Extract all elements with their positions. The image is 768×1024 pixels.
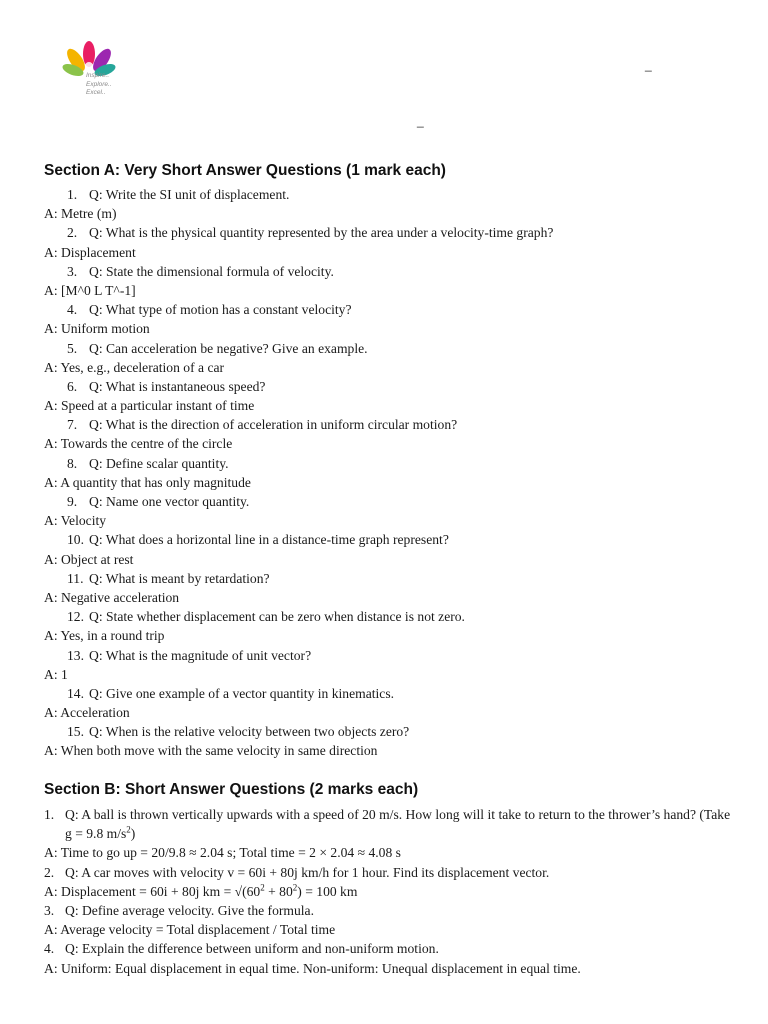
- answer-text: A: Speed at a particular instant of time: [44, 398, 255, 414]
- question-number: 3.: [44, 902, 55, 918]
- question-number: 4.: [67, 302, 78, 318]
- answer-text: [44, 882, 734, 901]
- question-text: Q: What is the direction of acceleration in uniform circular motion?: [89, 417, 458, 433]
- superscript: 2: [292, 882, 298, 893]
- logo-tagline-line: Inspire..: [86, 72, 110, 79]
- question-number: 1.: [67, 187, 78, 202]
- question-number: 9.: [67, 494, 78, 509]
- question-item: [44, 530, 734, 549]
- question-number: 4.: [44, 941, 55, 957]
- question-item: [44, 939, 734, 958]
- question-number: 12.: [67, 609, 84, 625]
- superscript: 2: [260, 882, 265, 893]
- section-a-title: Section A: Very Short Answer Questions (1 mark each): [44, 162, 446, 179]
- question-number: 5.: [67, 340, 78, 356]
- header-mark: _: [645, 58, 652, 72]
- question-item: [44, 492, 734, 511]
- answer-text: A: Yes, e.g., deceleration of a car: [44, 359, 225, 375]
- answer-text: A: Velocity: [44, 513, 107, 529]
- answer-text: A: When both move with the same velocity in same direction: [44, 743, 378, 759]
- question-number: 6.: [67, 378, 78, 394]
- question-number: 2.: [44, 864, 55, 880]
- answer-text: A: Average velocity = Total displacement / Total time: [44, 922, 336, 938]
- question-text: Q: Define average velocity. Give the formula.: [65, 902, 314, 918]
- logo-tagline: [86, 72, 112, 98]
- question-item: [44, 863, 734, 882]
- question-text: Q: Name one vector quantity.: [89, 494, 250, 509]
- question-item: [44, 607, 734, 626]
- question-text: Q: What is instantaneous speed?: [89, 378, 266, 394]
- logo-tagline-line: Excel..: [86, 89, 106, 96]
- answer-text-part: + 80: [264, 883, 293, 899]
- answer-text: A: [M^0 L T^-1]: [44, 282, 136, 298]
- question-item: [44, 569, 734, 588]
- section-a-list: [44, 185, 734, 761]
- answer-text-part: A: Displacement = 60i + 80j km = √(60: [44, 883, 261, 899]
- question-text: [65, 805, 734, 843]
- question-item: [44, 901, 734, 920]
- question-text: Q: Explain the difference between uniform and non-uniform motion.: [65, 941, 439, 957]
- question-item: [44, 646, 734, 665]
- question-text-part: ): [130, 826, 136, 842]
- question-text: Q: What is the magnitude of unit vector?: [89, 647, 312, 663]
- answer-text: A: Negative acceleration: [44, 589, 180, 605]
- logo-tagline-line: Explore..: [86, 80, 112, 88]
- question-text: Q: Give one example of a vector quantity in kinematics.: [89, 685, 395, 701]
- question-item: [44, 805, 734, 843]
- question-item: [44, 722, 734, 741]
- question-text: Q: State whether displacement can be zero when distance is not zero.: [89, 609, 465, 625]
- question-item: [44, 415, 734, 434]
- question-number: 7.: [67, 417, 78, 433]
- question-text-part: Q: A ball is thrown vertically upwards with a speed of 20 m/s. How long will it take to return to the thrower’s hand? (Take g = 9.8 m/s: [65, 807, 731, 842]
- question-text: Q: When is the relative velocity between two objects zero?: [89, 724, 410, 740]
- question-text: Q: Define scalar quantity.: [89, 455, 229, 471]
- question-number: 10.: [67, 532, 84, 548]
- section-b-list: [44, 805, 734, 978]
- question-text: Q: What is meant by retardation?: [89, 570, 270, 586]
- question-item: [44, 185, 734, 204]
- question-text: Q: Can acceleration be negative? Give an example.: [89, 340, 368, 356]
- question-text: Q: What is the physical quantity represented by the area under a velocity-time graph?: [89, 225, 554, 241]
- question-item: [44, 262, 734, 281]
- answer-text: A: Time to go up = 20/9.8 ≈ 2.04 s; Total time = 2 × 2.04 ≈ 4.08 s: [44, 845, 401, 861]
- question-number: 11.: [67, 570, 84, 586]
- question-text: Q: A car moves with velocity v = 60i + 80j km/h for 1 hour. Find its displacement vector.: [65, 864, 550, 880]
- answer-text: A: Towards the centre of the circle: [44, 436, 233, 452]
- question-item: [44, 300, 734, 319]
- question-number: 3.: [67, 263, 78, 279]
- answer-text: A: A quantity that has only magnitude: [44, 474, 251, 490]
- question-number: 14.: [67, 685, 84, 701]
- question-number: 8.: [67, 455, 78, 471]
- question-number: 1.: [44, 807, 55, 822]
- question-item: [44, 684, 734, 703]
- question-item: [44, 377, 734, 396]
- question-number: 2.: [67, 225, 78, 241]
- question-item: [44, 223, 734, 242]
- question-text: Q: Write the SI unit of displacement.: [89, 187, 290, 202]
- question-item: [44, 339, 734, 358]
- answer-text: A: Acceleration: [44, 705, 130, 721]
- answer-text: A: Object at rest: [44, 551, 134, 567]
- answer-text: A: Displacement: [44, 244, 136, 260]
- section-b-title: Section B: Short Answer Questions (2 marks each): [44, 781, 419, 798]
- question-text: Q: What type of motion has a constant velocity?: [89, 302, 352, 318]
- answer-text: A: Metre (m): [44, 206, 117, 222]
- question-text: Q: What does a horizontal line in a distance-time graph represent?: [89, 532, 449, 548]
- answer-text: A: Yes, in a round trip: [44, 628, 165, 644]
- answer-text: A: Uniform motion: [44, 321, 150, 337]
- question-number: 13.: [67, 647, 84, 663]
- header-mark: _: [417, 114, 424, 128]
- question-item: [44, 454, 734, 473]
- answer-text-part: ) = 100 km: [297, 883, 358, 899]
- question-number: 15.: [67, 724, 84, 740]
- answer-text: A: 1: [44, 666, 68, 682]
- superscript: 2: [126, 824, 131, 835]
- answer-text: A: Uniform: Equal displacement in equal time. Non-uniform: Unequal displacement in equal time.: [44, 960, 581, 976]
- question-text: Q: State the dimensional formula of velocity.: [89, 263, 334, 279]
